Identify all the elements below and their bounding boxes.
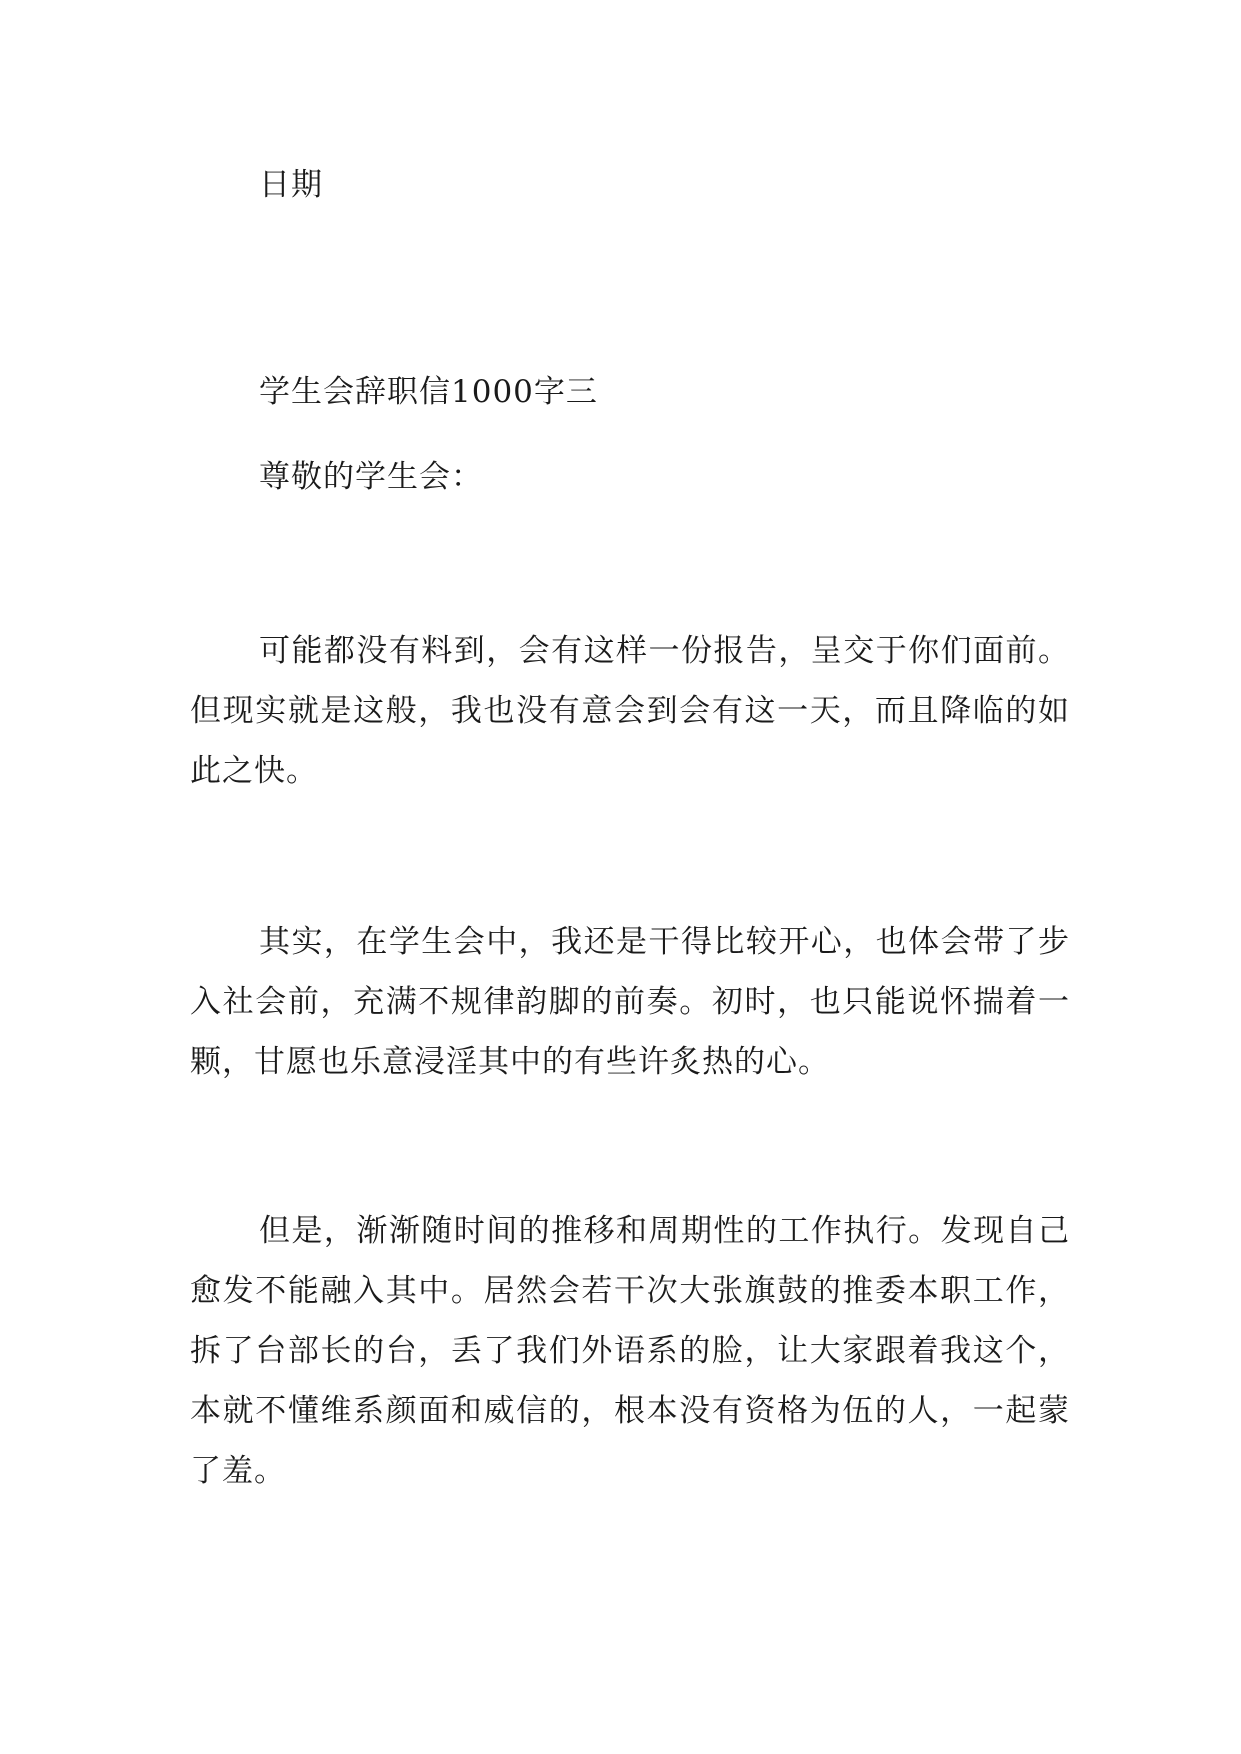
salutation: 尊敬的学生会： [259, 459, 483, 495]
letter-title: 学生会辞职信1000字三 [259, 374, 598, 410]
paragraph-1: 可能都没有料到，会有这样一份报告，呈交于你们面前。但现实就是这般，我也没有意会到会有这一天，而且降临的如此之快。 [190, 633, 1070, 789]
paragraph-3: 但是，渐渐随时间的推移和周期性的工作执行。发现自己愈发不能融入其中。居然会若干次大张旗鼓的推委本职工作，拆了台部长的台，丢了我们外语系的脸，让大家跟着我这个，本就不懂维系颜面和威信的，根本没有资格为伍的人，一起蒙了羞。 [190, 1213, 1070, 1489]
date-label: 日期 [259, 167, 323, 203]
paragraph-2: 其实，在学生会中，我还是干得比较开心，也体会带了步入社会前，充满不规律韵脚的前奏。初时，也只能说怀揣着一颗，甘愿也乐意浸淫其中的有些许炙热的心。 [190, 924, 1070, 1080]
